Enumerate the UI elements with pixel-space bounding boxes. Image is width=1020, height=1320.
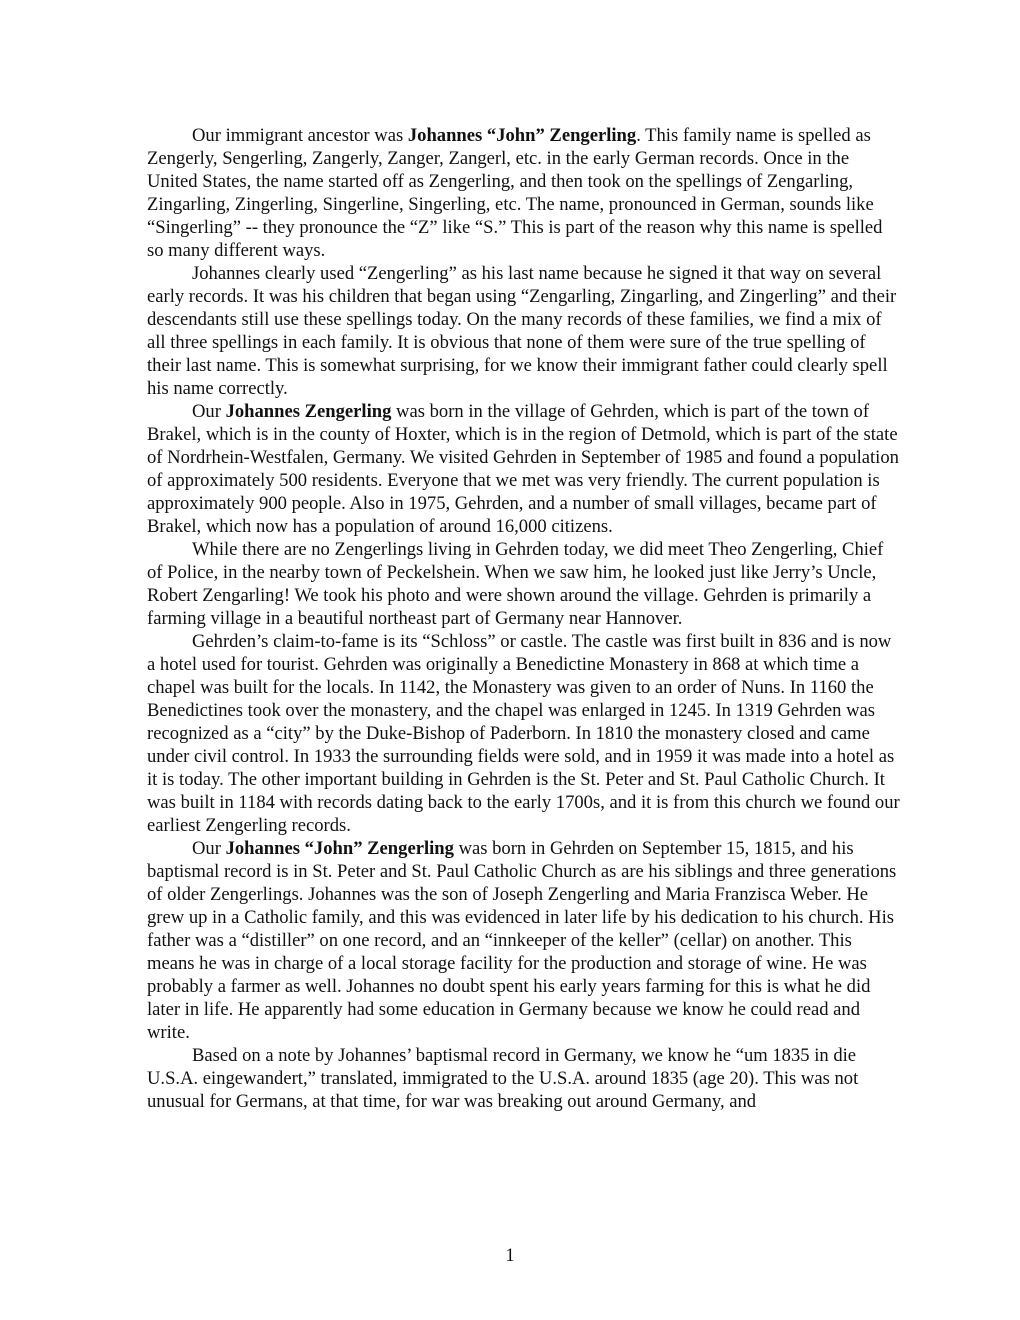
p3-text-1: Our <box>192 401 226 422</box>
page-number: 1 <box>505 1245 515 1266</box>
paragraph-4 <box>147 538 902 630</box>
p6-bold-name: Johannes “John” Zengerling <box>225 838 454 859</box>
p5-text-1: Gehrden’s claim-to-fame is its “Schloss” or castle. The castle was first built in 836 and is now a hotel used for tourist. Gehrden was originally a Benedictine Monastery in 868 at which time a chapel was built for the locals. In 1142, the Monastery was given to an order of Nuns. In 1160 the Benedictines took over the monastery, and the chapel was enlarged in 1245. In 1319 Gehrden was recognized as a “city” by the Duke-Bishop of Paderborn. In 1810 the monastery closed and came under civil control. In 1933 the surrounding fields were sold, and in 1959 it was made into a hotel as it is today. The other important building in Gehrden is the St. Peter and St. Paul Catholic Church. It was built in 1184 with records dating back to the early 1700s, and it is from this church we found our earliest Zengerling records. <box>147 631 900 836</box>
paragraph-2 <box>147 262 902 400</box>
paragraph-1 <box>147 124 902 262</box>
p1-text-1: Our immigrant ancestor was <box>192 125 408 146</box>
p4-text-1: While there are no Zengerlings living in Gehrden today, we did meet Theo Zengerling, Chief of Police, in the nearby town of Peckelshein. When we saw him, he looked just like Jerry’s Uncle, Robert Zengarling! We took his photo and were shown around the village. Gehrden is primarily a farming village in a beautiful northeast part of Germany near Hannover. <box>147 539 884 629</box>
p6-text-2: was born in Gehrden on September 15, 1815, and his baptismal record is in St. Peter and St. Paul Catholic Church as are his siblings and three generations of older Zengerlings. Johannes was the son of Joseph Zengerling and Maria Franzisca Weber. He grew up in a Catholic family, and this was evidenced in later life by his dedication to his church. His father was a “distiller” on one record, and an “innkeeper of the keller” (cellar) on another. This means he was in charge of a local storage facility for the production and storage of wine. He was probably a farmer as well. Johannes no doubt spent his early years farming for this is what he did later in life. He apparently had some education in Germany because we know he could read and write. <box>147 838 897 1043</box>
paragraph-5 <box>147 630 902 837</box>
body-text <box>147 124 902 1113</box>
p3-bold-name: Johannes Zengerling <box>225 401 392 422</box>
paragraph-7 <box>147 1044 902 1113</box>
p1-text-2: . This family name is spelled as Zengerly, Sengerling, Zangerly, Zanger, Zangerl, etc. in the early German records. Once in the United States, the name started off as Zengerling, and then took on the spellings of Zengarling, Zingarling, Zingerling, Singerline, Singerling, etc. The name, pronounced in German, sounds like “Singerling” -- they pronounce the “Z” like “S.” This is part of the reason why this name is spelled so many different ways. <box>147 125 883 261</box>
p6-text-1: Our <box>192 838 226 859</box>
p2-text-1: Johannes clearly used “Zengerling” as his last name because he signed it that way on several early records. It was his children that began using “Zengarling, Zingarling, and Zingerling” and their descendants still use these spellings today. On the many records of these families, we find a mix of all three spellings in each family. It is obvious that none of them were sure of the true spelling of their last name. This is somewhat surprising, for we know their immigrant father could clearly spell his name correctly. <box>147 263 897 399</box>
paragraph-3 <box>147 400 902 538</box>
paragraph-6 <box>147 837 902 1044</box>
p7-text-1: Based on a note by Johannes’ baptismal record in Germany, we know he “um 1835 in die U.S.A. eingewandert,” translated, immigrated to the U.S.A. around 1835 (age 20). This was not unusual for Germans, at that time, for war was breaking out around Germany, and <box>147 1045 859 1112</box>
p3-text-2: was born in the village of Gehrden, which is part of the town of Brakel, which is in the county of Hoxter, which is in the region of Detmold, which is part of the state of Nordrhein-Westfalen, Germany. We visited Gehrden in September of 1985 and found a population of approximately 500 residents. Everyone that we met was very friendly. The current population is approximately 900 people. Also in 1975, Gehrden, and a number of small villages, became part of Brakel, which now has a population of around 16,000 citizens. <box>147 401 899 537</box>
p1-bold-name: Johannes “John” Zengerling <box>407 125 637 146</box>
